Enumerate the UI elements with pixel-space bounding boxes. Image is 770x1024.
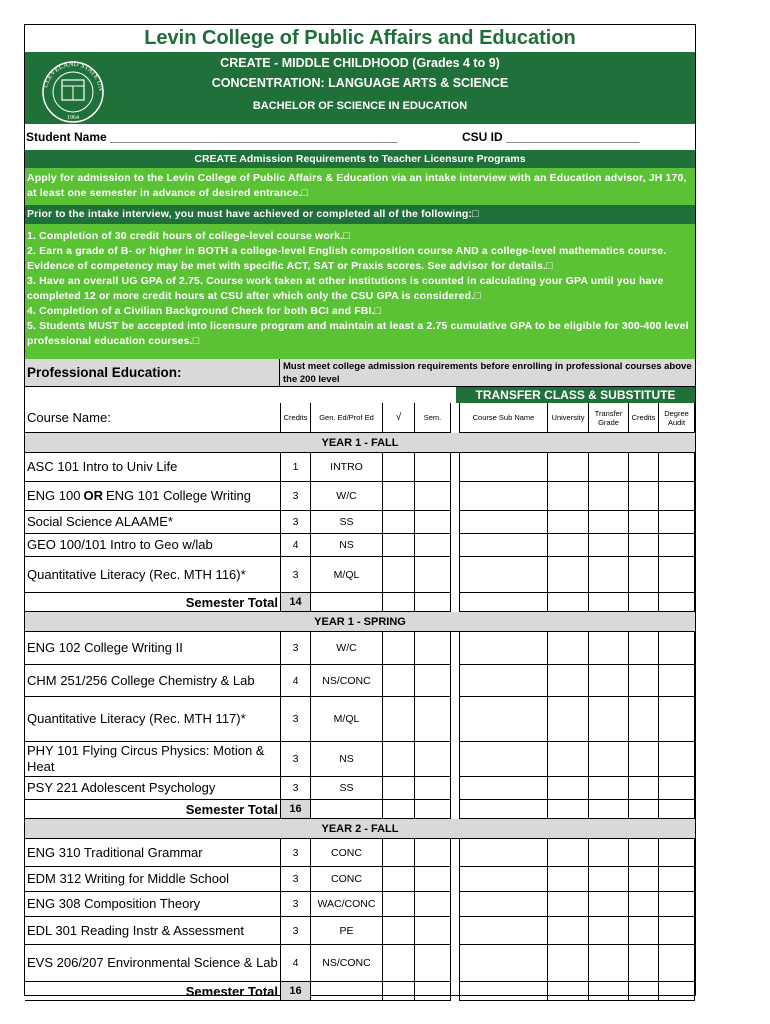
- csu-id-field[interactable]: CSU ID ____________________: [462, 130, 640, 144]
- total-cell: [460, 982, 548, 1001]
- transfer-credits-cell[interactable]: [629, 742, 659, 777]
- column-gap: [451, 839, 460, 867]
- svg-text:1964: 1964: [67, 115, 79, 121]
- course-gened-code: INTRO: [311, 453, 383, 482]
- semester-cell[interactable]: [415, 892, 451, 917]
- course-name: Social Science ALAAME*: [25, 511, 281, 534]
- degree-audit-cell[interactable]: [659, 453, 695, 482]
- transfer-credits-cell[interactable]: [629, 839, 659, 867]
- transfer-grade-cell[interactable]: [589, 453, 629, 482]
- degree-audit-cell[interactable]: [659, 839, 695, 867]
- column-gap: [451, 777, 460, 800]
- check-cell[interactable]: [383, 777, 415, 800]
- course-name: EDL 301 Reading Instr & Assessment: [25, 917, 281, 945]
- column-gap: [451, 945, 460, 982]
- semester-total-label: Semester Total: [25, 982, 281, 1001]
- semester-total-value: 16: [281, 800, 311, 819]
- course-credits: 3: [281, 892, 311, 917]
- section-header: YEAR 1 - FALL: [25, 433, 695, 453]
- total-cell: [311, 800, 383, 819]
- course-table: [25, 403, 695, 999]
- course-credits: 3: [281, 557, 311, 593]
- total-cell: [311, 593, 383, 612]
- degree-audit-cell[interactable]: [659, 892, 695, 917]
- column-header-sem: Sem.: [415, 403, 451, 433]
- course-name: PSY 221 Adolescent Psychology: [25, 777, 281, 800]
- transfer-university-cell[interactable]: [548, 917, 589, 945]
- column-gap: [451, 867, 460, 892]
- course-credits: 1: [281, 453, 311, 482]
- transfer-class-heading: TRANSFER CLASS & SUBSTITUTE: [456, 387, 695, 403]
- column-gap: [451, 917, 460, 945]
- course-gened-code: M/QL: [311, 557, 383, 593]
- transfer-credits-cell[interactable]: [629, 917, 659, 945]
- course-credits: 3: [281, 867, 311, 892]
- transfer-credits-cell[interactable]: [629, 867, 659, 892]
- transfer-university-cell[interactable]: [548, 632, 589, 665]
- semester-cell[interactable]: [415, 839, 451, 867]
- semester-cell[interactable]: [415, 867, 451, 892]
- column-header-degree-audit: Degree Audit: [659, 403, 695, 433]
- total-cell: [383, 593, 415, 612]
- total-cell: [589, 593, 629, 612]
- total-cell: [311, 982, 383, 1001]
- transfer-grade-cell[interactable]: [589, 867, 629, 892]
- total-cell: [415, 800, 451, 819]
- course-credits: 4: [281, 945, 311, 982]
- admission-apply-text: Apply for admission to the Levin College of Public Affairs & Education via an intake interview with an Education advisor, JH 170, at least one semester in advance of desired entrance.□: [25, 168, 695, 205]
- semester-cell[interactable]: [415, 557, 451, 593]
- transfer-credits-cell[interactable]: [629, 665, 659, 697]
- course-name: EDM 312 Writing for Middle School: [25, 867, 281, 892]
- course-credits: 3: [281, 917, 311, 945]
- course-gened-code: CONC: [311, 867, 383, 892]
- transfer-sub-name-cell[interactable]: [460, 482, 548, 511]
- transfer-credits-cell[interactable]: [629, 482, 659, 511]
- transfer-credits-cell[interactable]: [629, 534, 659, 557]
- semester-cell[interactable]: [415, 453, 451, 482]
- transfer-sub-name-cell[interactable]: [460, 534, 548, 557]
- total-cell: [383, 982, 415, 1001]
- semester-cell[interactable]: [415, 777, 451, 800]
- transfer-sub-name-cell[interactable]: [460, 557, 548, 593]
- requirement-item: 4. Completion of a Civilian Background Check for both BCI and FBI.□: [27, 305, 382, 317]
- column-header-credits: Credits: [281, 403, 311, 433]
- transfer-sub-name-cell[interactable]: [460, 742, 548, 777]
- column-gap: [451, 557, 460, 593]
- total-cell: [460, 593, 548, 612]
- transfer-university-cell[interactable]: [548, 777, 589, 800]
- course-name: GEO 100/101 Intro to Geo w/lab: [25, 534, 281, 557]
- requirement-item: 3. Have an overall UG GPA of 2.75. Course work taken at other institutions is counted in calculating your GPA until you have completed 12 or more credit hours at CSU after which only the CSU GPA is considered.□: [27, 275, 664, 302]
- total-cell: [383, 800, 415, 819]
- admission-requirements-list: [25, 224, 695, 359]
- transfer-grade-cell[interactable]: [589, 557, 629, 593]
- student-name-field[interactable]: Student Name ___________________________________________: [26, 130, 397, 144]
- check-cell[interactable]: [383, 557, 415, 593]
- degree-name: BACHELOR OF SCIENCE IN EDUCATION: [252, 100, 468, 112]
- course-name: Quantitative Literacy (Rec. MTH 116)*: [25, 557, 281, 593]
- course-gened-code: M/QL: [311, 697, 383, 742]
- column-header-check: √: [383, 403, 415, 433]
- degree-audit-cell[interactable]: [659, 632, 695, 665]
- transfer-grade-cell[interactable]: [589, 945, 629, 982]
- transfer-university-cell[interactable]: [548, 511, 589, 534]
- semester-total-label: Semester Total: [25, 593, 281, 612]
- semester-cell[interactable]: [415, 534, 451, 557]
- course-name: CHM 251/256 College Chemistry & Lab: [25, 665, 281, 697]
- transfer-credits-cell[interactable]: [629, 511, 659, 534]
- program-sheet: [24, 24, 696, 999]
- semester-cell[interactable]: [415, 482, 451, 511]
- course-credits: 4: [281, 665, 311, 697]
- transfer-credits-cell[interactable]: [629, 632, 659, 665]
- concentration-name: CONCENTRATION: LANGUAGE ARTS & SCIENCE: [211, 76, 509, 90]
- course-gened-code: NS/CONC: [311, 665, 383, 697]
- semester-cell[interactable]: [415, 511, 451, 534]
- transfer-university-cell[interactable]: [548, 867, 589, 892]
- degree-audit-cell[interactable]: [659, 697, 695, 742]
- course-gened-code: W/C: [311, 632, 383, 665]
- course-gened-code: NS: [311, 742, 383, 777]
- semester-cell[interactable]: [415, 632, 451, 665]
- check-cell[interactable]: [383, 742, 415, 777]
- check-cell[interactable]: [383, 892, 415, 917]
- degree-audit-cell[interactable]: [659, 482, 695, 511]
- professional-education-row: [25, 359, 695, 387]
- total-cell: [589, 800, 629, 819]
- college-title: Levin College of Public Affairs and Education: [144, 27, 576, 49]
- column-gap: [451, 697, 460, 742]
- transfer-university-cell[interactable]: [548, 482, 589, 511]
- transfer-grade-cell[interactable]: [589, 632, 629, 665]
- transfer-university-cell[interactable]: [548, 534, 589, 557]
- column-header-transfer-credits: Credits: [629, 403, 659, 433]
- column-gap: [451, 665, 460, 697]
- semester-total-value: 14: [281, 593, 311, 612]
- total-cell: [589, 982, 629, 1001]
- course-credits: 3: [281, 632, 311, 665]
- check-cell[interactable]: [383, 665, 415, 697]
- total-cell: [415, 593, 451, 612]
- transfer-credits-cell[interactable]: [629, 945, 659, 982]
- total-cell: [659, 982, 695, 1001]
- semester-total-label: Semester Total: [25, 800, 281, 819]
- check-cell[interactable]: [383, 697, 415, 742]
- semester-cell[interactable]: [415, 917, 451, 945]
- degree-audit-cell[interactable]: [659, 742, 695, 777]
- degree-audit-cell[interactable]: [659, 777, 695, 800]
- professional-education-label: Professional Education:: [25, 359, 280, 387]
- transfer-sub-name-cell[interactable]: [460, 867, 548, 892]
- course-credits: 3: [281, 839, 311, 867]
- transfer-university-cell[interactable]: [548, 892, 589, 917]
- course-gened-code: SS: [311, 777, 383, 800]
- total-cell: [629, 593, 659, 612]
- transfer-grade-cell[interactable]: [589, 777, 629, 800]
- admission-prior-text: Prior to the intake interview, you must have achieved or completed all of the following:□: [25, 205, 695, 224]
- total-cell: [548, 593, 589, 612]
- course-gened-code: NS: [311, 534, 383, 557]
- check-cell[interactable]: [383, 917, 415, 945]
- transfer-grade-cell[interactable]: [589, 892, 629, 917]
- requirement-item: 5. Students MUST be accepted into licensure program and maintain at least a 2.75 cumulative GPA to be eligible for 300-400 level professional education courses.□: [27, 320, 689, 347]
- course-gened-code: SS: [311, 511, 383, 534]
- total-cell: [415, 982, 451, 1001]
- check-cell[interactable]: [383, 511, 415, 534]
- semester-total-value: 16: [281, 982, 311, 1001]
- transfer-grade-cell[interactable]: [589, 839, 629, 867]
- transfer-grade-cell[interactable]: [589, 665, 629, 697]
- degree-audit-cell[interactable]: [659, 557, 695, 593]
- semester-cell[interactable]: [415, 945, 451, 982]
- transfer-university-cell[interactable]: [548, 697, 589, 742]
- column-gap: [451, 800, 460, 819]
- section-header: YEAR 2 - FALL: [25, 819, 695, 839]
- column-gap: [451, 982, 460, 1001]
- course-name-or: OR: [83, 488, 103, 503]
- transfer-university-cell[interactable]: [548, 742, 589, 777]
- semester-cell[interactable]: [415, 665, 451, 697]
- column-gap: [451, 511, 460, 534]
- column-header-university: University: [548, 403, 589, 433]
- degree-audit-cell[interactable]: [659, 945, 695, 982]
- check-cell[interactable]: [383, 482, 415, 511]
- check-cell[interactable]: [383, 453, 415, 482]
- degree-audit-cell[interactable]: [659, 867, 695, 892]
- transfer-university-cell[interactable]: [548, 839, 589, 867]
- student-info-row: [25, 124, 695, 151]
- transfer-sub-name-cell[interactable]: [460, 511, 548, 534]
- course-name: [25, 482, 281, 511]
- transfer-sub-name-cell[interactable]: [460, 892, 548, 917]
- degree-audit-cell[interactable]: [659, 534, 695, 557]
- transfer-sub-name-cell[interactable]: [460, 632, 548, 665]
- course-gened-code: PE: [311, 917, 383, 945]
- course-credits: 3: [281, 697, 311, 742]
- semester-cell[interactable]: [415, 742, 451, 777]
- admission-heading: CREATE Admission Requirements to Teacher Licensure Programs: [25, 150, 695, 168]
- column-header-course: Course Name:: [25, 403, 281, 433]
- course-credits: 4: [281, 534, 311, 557]
- transfer-sub-name-cell[interactable]: [460, 697, 548, 742]
- course-name: ASC 101 Intro to Univ Life: [25, 453, 281, 482]
- transfer-sub-name-cell[interactable]: [460, 945, 548, 982]
- column-gap: [451, 482, 460, 511]
- total-cell: [659, 593, 695, 612]
- course-name: Quantitative Literacy (Rec. MTH 117)*: [25, 697, 281, 742]
- total-cell: [460, 800, 548, 819]
- transfer-credits-cell[interactable]: [629, 453, 659, 482]
- course-credits: 3: [281, 742, 311, 777]
- column-gap: [451, 534, 460, 557]
- total-cell: [548, 800, 589, 819]
- course-name: ENG 102 College Writing II: [25, 632, 281, 665]
- check-cell[interactable]: [383, 839, 415, 867]
- transfer-grade-cell[interactable]: [589, 534, 629, 557]
- column-gap: [451, 742, 460, 777]
- requirement-item: 1. Completion of 30 credit hours of college-level course work.□: [27, 230, 350, 242]
- course-gened-code: CONC: [311, 839, 383, 867]
- course-name: PHY 101 Flying Circus Physics: Motion & Heat: [25, 742, 281, 777]
- svg-text:CLEVELAND STATE UNIVERSITY: CLEVELAND STATE UN: [41, 59, 106, 92]
- semester-cell[interactable]: [415, 697, 451, 742]
- column-header-gened: Gen. Ed/Prof Ed: [311, 403, 383, 433]
- column-gap: [451, 453, 460, 482]
- transfer-university-cell[interactable]: [548, 453, 589, 482]
- requirement-item: 2. Earn a grade of B- or higher in BOTH a college-level English composition course AND a college-level mathematics course. Evidence of competency may be met with specific ACT, SAT or Praxis scores. See advisor for details.□: [27, 245, 667, 272]
- transfer-university-cell[interactable]: [548, 557, 589, 593]
- course-gened-code: WAC/CONC: [311, 892, 383, 917]
- column-gap: [451, 892, 460, 917]
- total-cell: [629, 800, 659, 819]
- check-cell[interactable]: [383, 534, 415, 557]
- course-gened-code: W/C: [311, 482, 383, 511]
- transfer-university-cell[interactable]: [548, 945, 589, 982]
- course-name-part: ENG 101 College Writing: [105, 488, 251, 503]
- transfer-grade-cell[interactable]: [589, 917, 629, 945]
- degree-audit-cell[interactable]: [659, 917, 695, 945]
- column-header-transfer-grade: Transfer Grade: [589, 403, 629, 433]
- course-name: ENG 308 Composition Theory: [25, 892, 281, 917]
- transfer-grade-cell[interactable]: [589, 482, 629, 511]
- transfer-university-cell[interactable]: [548, 665, 589, 697]
- transfer-credits-cell[interactable]: [629, 892, 659, 917]
- transfer-sub-name-cell[interactable]: [460, 777, 548, 800]
- transfer-sub-name-cell[interactable]: [460, 839, 548, 867]
- column-header-sub-name: Course Sub Name: [460, 403, 548, 433]
- degree-audit-cell[interactable]: [659, 511, 695, 534]
- column-gap: [451, 403, 460, 433]
- column-gap: [451, 593, 460, 612]
- check-cell[interactable]: [383, 867, 415, 892]
- transfer-sub-name-cell[interactable]: [460, 917, 548, 945]
- transfer-credits-cell[interactable]: [629, 777, 659, 800]
- total-cell: [659, 800, 695, 819]
- course-credits: 3: [281, 511, 311, 534]
- column-gap: [451, 632, 460, 665]
- transfer-grade-cell[interactable]: [589, 697, 629, 742]
- professional-education-note: Must meet college admission requirements before enrolling in professional courses above the 200 level: [283, 361, 692, 385]
- transfer-credits-cell[interactable]: [629, 697, 659, 742]
- degree-audit-cell[interactable]: [659, 665, 695, 697]
- course-name-part: ENG 100: [27, 488, 81, 503]
- transfer-sub-name-cell[interactable]: [460, 665, 548, 697]
- transfer-sub-name-cell[interactable]: [460, 453, 548, 482]
- course-name: EVS 206/207 Environmental Science & Lab: [25, 945, 281, 982]
- program-name: CREATE - MIDDLE CHILDHOOD (Grades 4 to 9): [220, 56, 500, 70]
- transfer-grade-cell[interactable]: [589, 511, 629, 534]
- transfer-credits-cell[interactable]: [629, 557, 659, 593]
- check-cell[interactable]: [383, 945, 415, 982]
- course-name: ENG 310 Traditional Grammar: [25, 839, 281, 867]
- total-cell: [629, 982, 659, 1001]
- check-cell[interactable]: [383, 632, 415, 665]
- total-cell: [548, 982, 589, 1001]
- course-credits: 3: [281, 777, 311, 800]
- course-credits: 3: [281, 482, 311, 511]
- section-header: YEAR 1 - SPRING: [25, 612, 695, 632]
- course-gened-code: NS/CONC: [311, 945, 383, 982]
- transfer-grade-cell[interactable]: [589, 742, 629, 777]
